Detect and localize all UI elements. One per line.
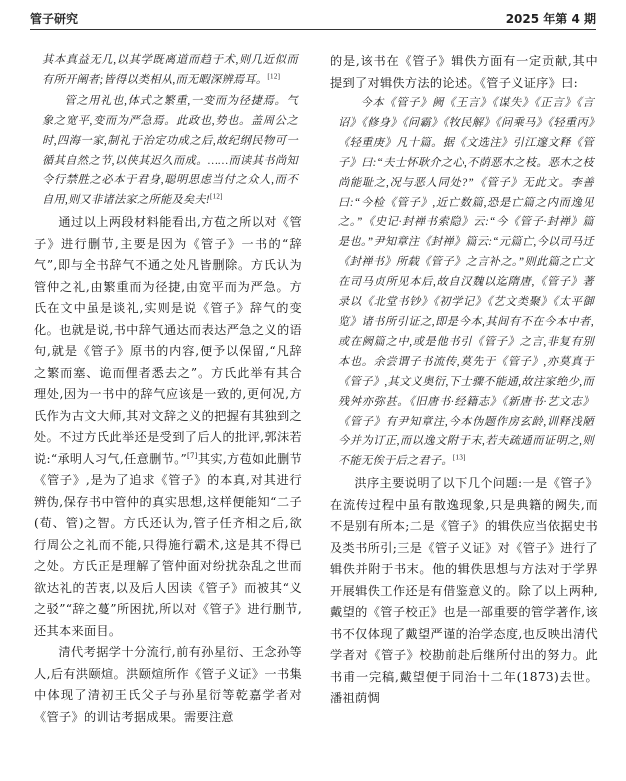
paragraph-text-cont: 其实,方苞如此删节《管子》,是为了追求《管子》的本真,对其进行辨伪,保存书中管仲的真实思想,这样便能知“二子(荀、管)之智。方氏还认为,管子任齐相之后,欲行周公之礼而不能,只得施行霸术,这是其不得已之处。方氏正是理解了管仲面对纷扰杂乱之世而欲达礼的苦衷,以及后人因读《管子》而被其“义之驳”“辞之蔓”所困扰,所以对《管子》进行删节,还其本来面目。	[34, 451, 302, 638]
running-header	[30, 10, 596, 30]
header-rule	[30, 29, 596, 30]
body-paragraph-continued: 的是,该书在《管子》辑佚方面有一定贡献,其中提到了对辑佚方法的论述。《管子义证序》曰:	[330, 54, 598, 90]
citation-ref: [12]	[209, 192, 223, 201]
paragraph-text: 通过以上两段材料能看出,方苞之所以对《管子》进行删节,主要是因为《管子》一书的“辞气”,即与全书辞气不通之处凡皆删除。方氏认为管仲之礼,由繁重而为径捷,由宽平而为严急。方氏在文中虽是谈礼,实则是说《管子》辞气的变化。也就是说,书中辞气通达而表达严急之义的语句,就是《管子》原书的内容,便予以保留,“凡辞之繁而塞、诡而俚者悉去之”。方氏此举有其合理处,因为一书中的辞气应该是一致的,更何况,方氏作为古文大师,其对文辞之义的把握有其独到之处。不过方氏此举还是受到了后人的批评,郭沫若说:“承明人习气,任意删节。”	[34, 215, 302, 466]
block-quote-2	[34, 92, 302, 211]
quote-text: 今本《管子》阙《王言》《谋失》《正言》《言诏》《修身》《问霸》《牧民解》《问乘马》《轻重丙》《轻重庚》凡十篇。据《文选注》引江邃文释《管子》曰:“夫士怀耿介之心,不荫恶木之枝。恶木之枝尚能耻之,况与恶人同处?”《管子》无此文。李善曰:“今检《管子》,近亡数篇,恐是亡篇之内而逸见之。”《史记·封禅书索隐》云:“今《管子·封禅》篇是也。”尹知章注《封禅》篇云:“元篇亡,今以司马迁《封禅书》所载《管子》之言补之。”则此篇之亡文在司马贞所见本后,故自汉魏以迄隋唐,《管子》著录以《北堂书钞》《初学记》《艺文类聚》《太平御览》诸书所引证之,即是今本,其间有不在今本中者,或在阙篇之中,或是他书引《管子》之言,非复有别本也。余尝谓子书流传,莫先于《管子》,亦莫真于《管子》,其文义奥衍,下士骤不能通,故注家绝少,而残舛亦弥甚。《旧唐书·经籍志》《新唐书·艺文志》《管子》有尹知章注,今本伪题作房玄龄,训释浅陋今并为订正,而以逸文附于末,若夫疏通而证明之,则不能无俟于后之君子。	[338, 97, 594, 468]
body-paragraph-3: 洪序主要说明了以下几个问题:一是《管子》在流传过程中虽有散逸现象,只是典籍的阙失,而不是别有所本;二是《管子》的辑佚应当依据史书及类书所引;三是《管子义证》对《管子》进行了辑佚并附于书末。他的辑佚思想与方法对于学界开展辑佚工作还是有借鉴意义的。除了以上两种,戴望的《管子校正》也是一部重要的管学著作,该书不仅体现了戴望严谨的治学态度,也反映出清代学者对《管子》校勘前赴后继所付出的努力。此书甫一完稿,戴望便于同治十二年(1873)去世。潘祖荫惆	[330, 476, 598, 706]
quote-text: 管之用礼也,体式之繁重,一变而为径捷焉。气象之宽平,变而为严急焉。此政也,势也。盖周公之时,四海一家,制礼于治定功成之后,故纪纲民物可一循其自然之节,以侠其迟久而成。……而读其书尚知令行禁胜之必本于君身,聪明思虑当付之众人,而不自用,则又非诸法家之所能及矣夫!	[42, 94, 298, 207]
citation-ref: [7]	[187, 451, 198, 460]
block-quote-1	[34, 51, 302, 91]
quote-text: 其本真益无几,以其学既离道而趋于术,则几近似而有所开阐者;皆得以类相从,而无暇深辨焉耳。	[42, 54, 298, 86]
right-column	[330, 51, 598, 710]
block-quote-3	[330, 94, 598, 472]
left-column	[34, 51, 302, 728]
journal-title: 管子研究	[30, 12, 79, 26]
body-paragraph-2: 清代考据学十分流行,前有孙星衍、王念孙等人,后有洪颐煊。洪颐煊所作《管子义证》一书集中体现了清初王氏父子与孙星衍等乾嘉学者对《管子》的训诂考据成果。需要注意	[34, 645, 302, 724]
body-paragraph-1	[34, 212, 302, 642]
citation-ref: [13]	[452, 453, 466, 462]
citation-ref: [12]	[267, 72, 281, 81]
issue-number: 2025 年第 4 期	[505, 12, 596, 26]
